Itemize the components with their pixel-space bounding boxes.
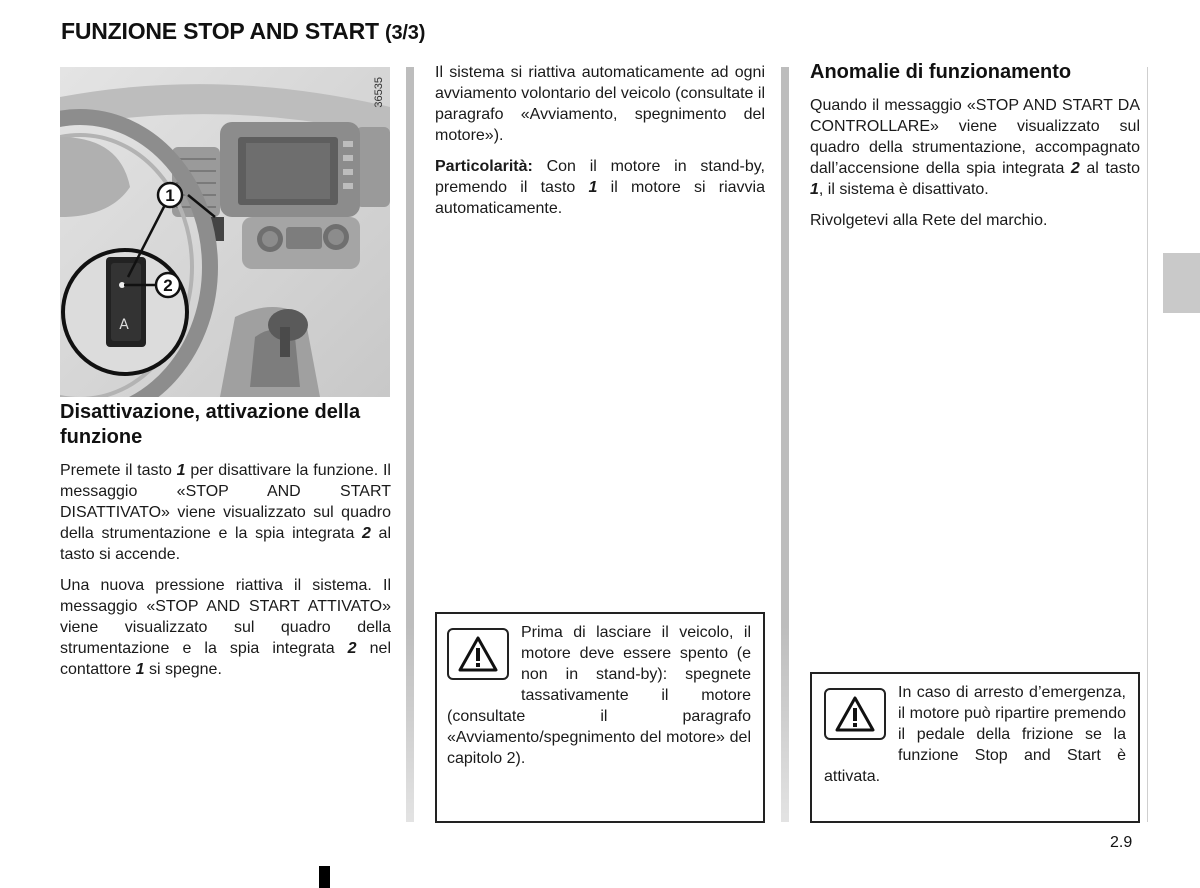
column-divider-right xyxy=(781,67,789,822)
section-heading-anomalies: Anomalie di funzionamento xyxy=(810,61,1072,83)
right-paragraph-2: Rivolgetevi alla Rete del marchio. xyxy=(810,212,1048,229)
callout-1: 1 xyxy=(165,186,175,205)
warning-box-emergency-stop xyxy=(810,672,1140,823)
middle-column xyxy=(435,62,765,229)
page-edge-rule xyxy=(1147,67,1148,822)
middle-paragraph-2: Particolarità: Con il motore in stand-by, premendo il tasto 1 il motore si riavvia automaticamente. xyxy=(435,158,765,217)
warning-triangle-icon xyxy=(447,628,509,680)
crop-mark xyxy=(319,866,330,888)
left-paragraph-1: Premete il tasto 1 per disattivare la funzione. Il messaggio «STOP AND START DISATTIVATO» viene visualizzato sul quadro della strumentazione e la spia integrata 2 al tasto si accende. xyxy=(60,462,391,563)
page-title-suffix: (3/3) xyxy=(385,22,426,44)
warning-box-engine-off xyxy=(435,612,765,823)
dashboard-illustration xyxy=(60,67,390,397)
warning-text-emergency-stop: In caso di arresto d’emergenza, il motore può ripartire premendo il pedale della frizione se la funzione Stop and Start è attivata. xyxy=(824,684,1126,785)
right-paragraph-1: Quando il messaggio «STOP AND START DA CONTROLLARE» viene visualizzato sul quadro della strumentazione, accompagnato dall’accensione della spia integrata 2 al tasto 1, il sistema è disattivato. xyxy=(810,97,1141,198)
figure-code: 36535 xyxy=(373,77,385,108)
section-heading-deactivation: Disattivazione, attivazione della funzione xyxy=(60,401,361,448)
page-title-text: FUNZIONE STOP AND START xyxy=(61,18,379,44)
left-paragraph-2: Una nuova pressione riattiva il sistema. Il messaggio «STOP AND START ATTIVATO» viene visualizzato sul quadro della strumentazione e la spia integrata 2 nel contattore 1 si spegne. xyxy=(60,577,391,678)
right-column xyxy=(810,60,1140,241)
middle-paragraph-1: Il sistema si riattiva automaticamente ad ogni avviamento volontario del veicolo (consultate il paragrafo «Avviamento, spegnimento del motore»). xyxy=(435,64,765,144)
page-number: 2.9 xyxy=(1110,834,1133,851)
warning-triangle-icon xyxy=(824,688,886,740)
warning-text-engine-off: Prima di lasciare il veicolo, il motore deve essere spento (e non in stand-by): spegnete tassativamente il motore (consultate il paragrafo «Avviamento/spegnimento del motore» del capitolo 2). xyxy=(447,624,751,767)
left-column xyxy=(60,400,391,690)
svg-text:A: A xyxy=(119,317,129,333)
column-divider-left xyxy=(406,67,414,822)
callout-2: 2 xyxy=(163,276,173,295)
chapter-thumb-tab xyxy=(1163,253,1200,313)
page-title xyxy=(61,18,425,45)
